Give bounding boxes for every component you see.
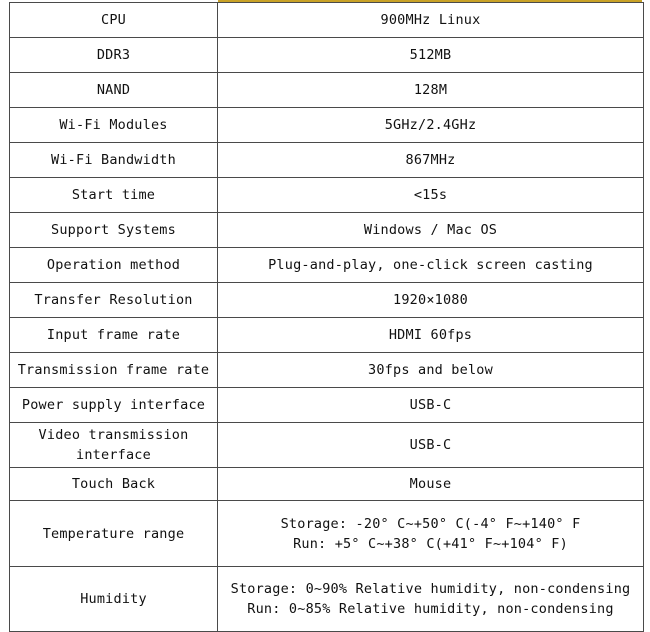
- spec-value: 867MHz: [218, 143, 644, 178]
- spec-label: Transmission frame rate: [10, 353, 218, 388]
- spec-label: CPU: [10, 3, 218, 38]
- spec-value: 30fps and below: [218, 353, 644, 388]
- spec-label: Wi-Fi Modules: [10, 108, 218, 143]
- spec-value-line: Storage: 0~90% Relative humidity, non-condensing: [230, 581, 631, 597]
- spec-value: Plug-and-play, one-click screen casting: [218, 248, 644, 283]
- table-row: [10, 501, 644, 567]
- table-row: [10, 468, 644, 501]
- spec-label: Wi-Fi Bandwidth: [10, 143, 218, 178]
- table-row: [10, 108, 644, 143]
- spec-label: Touch Back: [10, 468, 218, 501]
- spec-label: NAND: [10, 73, 218, 108]
- spec-value: <15s: [218, 178, 644, 213]
- spec-value: USB-C: [218, 423, 644, 468]
- spec-value: 1920×1080: [218, 283, 644, 318]
- spec-value-line: Storage: -20° C~+50° C(-4° F~+140° F: [280, 515, 581, 532]
- table-row: [10, 248, 644, 283]
- table-row: [10, 353, 644, 388]
- spec-value: HDMI 60fps: [218, 318, 644, 353]
- spec-label: Operation method: [10, 248, 218, 283]
- spec-value: [218, 567, 644, 632]
- spec-value: Mouse: [218, 468, 644, 501]
- table-row: [10, 213, 644, 248]
- spec-table: [9, 2, 644, 632]
- spec-label: Support Systems: [10, 213, 218, 248]
- table-row: [10, 423, 644, 468]
- spec-label: Video transmission interface: [10, 423, 218, 468]
- table-row: [10, 567, 644, 632]
- table-row: [10, 38, 644, 73]
- spec-label: Temperature range: [10, 501, 218, 567]
- spec-value: USB-C: [218, 388, 644, 423]
- table-row: [10, 143, 644, 178]
- spec-value: Windows / Mac OS: [218, 213, 644, 248]
- spec-value: 512MB: [218, 38, 644, 73]
- table-row: [10, 3, 644, 38]
- spec-value-line: Run: +5° C~+38° C(+41° F~+104° F): [293, 535, 568, 552]
- spec-value: 5GHz/2.4GHz: [218, 108, 644, 143]
- spec-label: Power supply interface: [10, 388, 218, 423]
- table-row: [10, 178, 644, 213]
- table-row: [10, 283, 644, 318]
- spec-label: Start time: [10, 178, 218, 213]
- spec-value: 900MHz Linux: [218, 3, 644, 38]
- table-row: [10, 73, 644, 108]
- spec-label: DDR3: [10, 38, 218, 73]
- spec-value: 128M: [218, 73, 644, 108]
- spec-label: Input frame rate: [10, 318, 218, 353]
- table-row: [10, 388, 644, 423]
- table-row: [10, 318, 644, 353]
- spec-label: Transfer Resolution: [10, 283, 218, 318]
- spec-value-line: Run: 0~85% Relative humidity, non-condensing: [247, 601, 614, 617]
- spec-label: Humidity: [10, 567, 218, 632]
- spec-value: [218, 501, 644, 567]
